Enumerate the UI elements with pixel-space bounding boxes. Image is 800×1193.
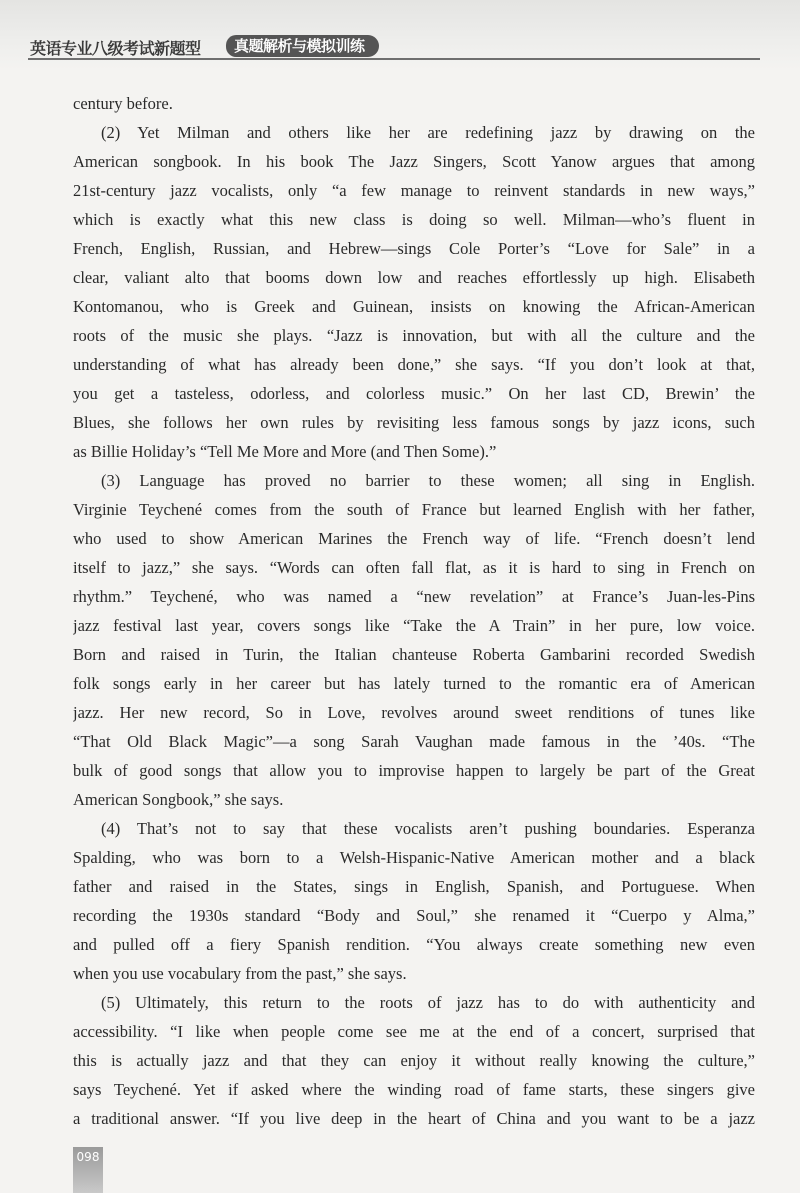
text-line: Virginie Teychené comes from the south of France but learned English with her father,	[73, 500, 755, 519]
text-line: and pulled off a fiery Spanish rendition. “You always create something new even	[73, 935, 755, 954]
text-line: Spalding, who was born to a Welsh-Hispanic-Native American mother and a black	[73, 848, 755, 867]
text-line: 21st-century jazz vocalists, only “a few manage to reinvent standards in new ways,”	[73, 181, 755, 200]
page-number: 098	[76, 1150, 100, 1164]
text-line: rhythm.” Teychené, who was named a “new revelation” at France’s Juan-les-Pins	[73, 587, 755, 606]
text-line: roots of the music she plays. “Jazz is innovation, but with all the culture and the	[73, 326, 755, 345]
text-line: bulk of good songs that allow you to improvise happen to largely be part of the Great	[73, 761, 755, 780]
text-line: father and raised in the States, sings in English, Spanish, and Portuguese. When	[73, 877, 755, 896]
article-body	[73, 89, 755, 1133]
paragraph-first-line: (3) Language has proved no barrier to these women; all sing in English.	[101, 471, 755, 490]
page-number-tab	[73, 1147, 103, 1193]
text-line: accessibility. “I like when people come see me at the end of a concert, surprised that	[73, 1022, 755, 1041]
section-badge: 真题解析与模拟训练	[226, 35, 379, 57]
text-line: century before.	[73, 94, 173, 113]
text-line: itself to jazz,” she says. “Words can often fall flat, as it is hard to sing in French on	[73, 558, 755, 577]
text-line: you get a tasteless, odorless, and colorless music.” On her last CD, Brewin’ the	[73, 384, 755, 403]
text-line: which is exactly what this new class is doing so well. Milman—who’s fluent in	[73, 210, 755, 229]
text-line: says Teychené. Yet if asked where the winding road of fame starts, these singers give	[73, 1080, 755, 1099]
text-line: folk songs early in her career but has lately turned to the romantic era of American	[73, 674, 755, 693]
header-divider	[28, 58, 760, 60]
text-line: American songbook. In his book The Jazz Singers, Scott Yanow argues that among	[73, 152, 755, 171]
text-line: jazz. Her new record, So in Love, revolves around sweet renditions of tunes like	[73, 703, 755, 722]
text-line: American Songbook,” she says.	[73, 790, 284, 809]
text-line: Blues, she follows her own rules by revisiting less famous songs by jazz icons, such	[73, 413, 755, 432]
text-line: clear, valiant alto that booms down low and reaches effortlessly up high. Elisabeth	[73, 268, 755, 287]
text-line: recording the 1930s standard “Body and Soul,” she renamed it “Cuerpo y Alma,”	[73, 906, 755, 925]
text-line: this is actually jazz and that they can enjoy it without really knowing the culture,”	[73, 1051, 755, 1070]
text-line: Kontomanou, who is Greek and Guinean, insists on knowing the African-American	[73, 297, 755, 316]
series-title: 英语专业八级考试新题型	[30, 39, 201, 58]
text-line: a traditional answer. “If you live deep in the heart of China and you want to be a jazz	[73, 1109, 755, 1128]
text-line: jazz festival last year, covers songs like “Take the A Train” in her pure, low voice.	[73, 616, 755, 635]
text-line: French, English, Russian, and Hebrew—sings Cole Porter’s “Love for Sale” in a	[73, 239, 755, 258]
text-line: Born and raised in Turin, the Italian chanteuse Roberta Gambarini recorded Swedish	[73, 645, 755, 664]
paragraph-first-line: (4) That’s not to say that these vocalists aren’t pushing boundaries. Esperanza	[101, 819, 755, 838]
text-line: “That Old Black Magic”—a song Sarah Vaughan made famous in the ’40s. “The	[73, 732, 755, 751]
paragraph-first-line: (5) Ultimately, this return to the roots of jazz has to do with authenticity and	[101, 993, 755, 1012]
text-line: understanding of what has already been done,” she says. “If you don’t look at that,	[73, 355, 755, 374]
text-line: who used to show American Marines the French way of life. “French doesn’t lend	[73, 529, 755, 548]
text-line: when you use vocabulary from the past,” she says.	[73, 964, 407, 983]
paragraph-first-line: (2) Yet Milman and others like her are redefining jazz by drawing on the	[101, 123, 755, 142]
running-header	[0, 0, 800, 70]
text-line: as Billie Holiday’s “Tell Me More and More (and Then Some).”	[73, 442, 497, 461]
